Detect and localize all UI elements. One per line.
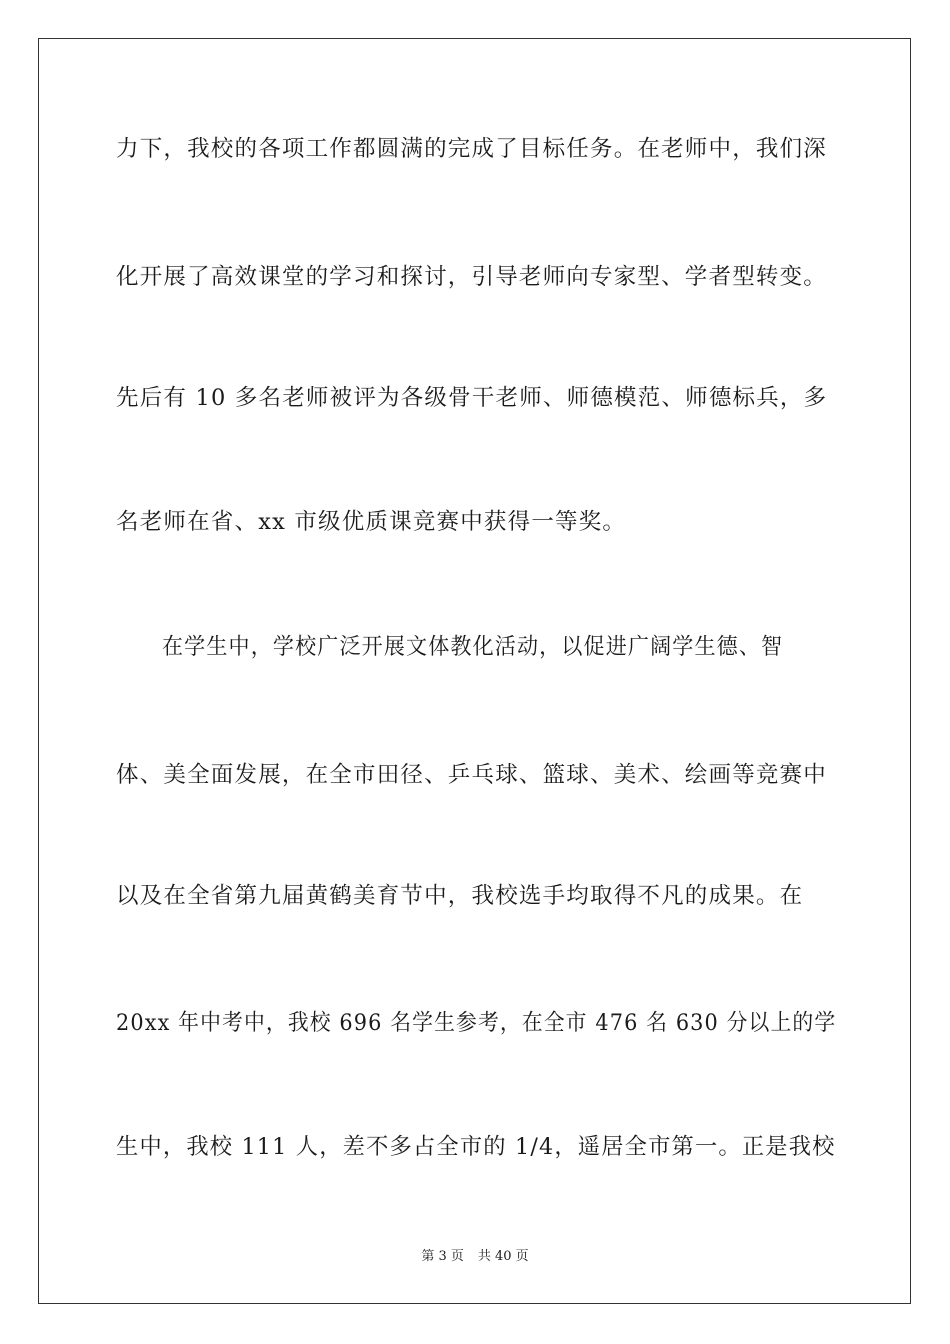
paragraph-line: 化开展了高效课堂的学习和探讨，引导老师向专家型、学者型转变。 [116,264,828,290]
page-total: 共 40 页 [477,1249,529,1264]
page-border [38,38,911,1304]
page-footer [0,1249,950,1265]
paragraph-line: 名老师在省、xx 市级优质课竞赛中获得一等奖。 [116,509,627,535]
paragraph-line: 体、美全面发展，在全市田径、乒乓球、篮球、美术、绘画等竞赛中 [116,762,828,788]
paragraph-line: 力下，我校的各项工作都圆满的完成了目标任务。在老师中，我们深 [116,136,828,162]
paragraph-line: 以及在全省第九届黄鹤美育节中，我校选手均取得不凡的成果。在 [116,883,804,909]
page-number: 第 3 页 [421,1249,464,1264]
paragraph-line-indented: 在学生中，学校广泛开展文体教化活动，以促进广阔学生德、智 [162,634,784,660]
paragraph-line: 生中，我校 111 人，差不多占全市的 1/4，遥居全市第一。正是我校 [116,1134,836,1160]
paragraph-line: 先后有 10 多名老师被评为各级骨干老师、师德模范、师德标兵，多 [116,385,828,411]
paragraph-line: 20xx 年中考中，我校 696 名学生参考，在全市 476 名 630 分以上的学 [116,1010,837,1036]
